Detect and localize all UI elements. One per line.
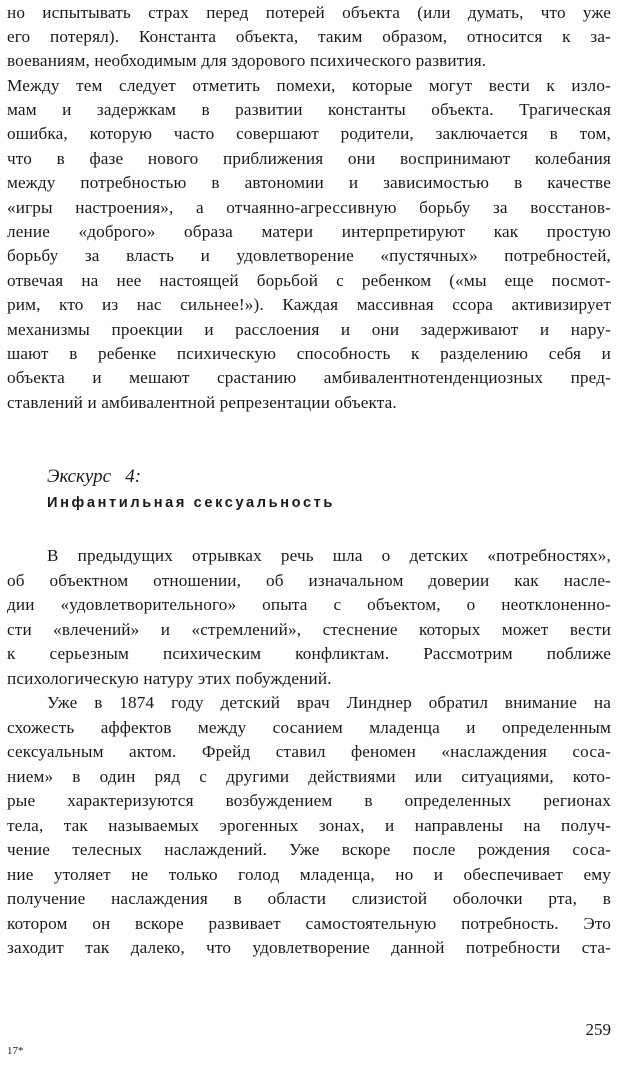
text-line: рые характеризуются возбуждением в определенных регионах: [7, 791, 611, 810]
text-line: заходит так далеко, что удовлетворение данной потребности ста-: [7, 938, 611, 957]
text-line: чение телесных наслаждений. Уже вскоре после рождения соса-: [7, 840, 611, 859]
text-line: сти «влечений» и «стремлений», стеснение которых может вести: [7, 620, 611, 639]
text-line: борьбу за власть и удовлетворение «пустячных» потребностей,: [7, 246, 611, 265]
text-line: его потерял). Константа объекта, таким образом, относится к за-: [7, 27, 611, 46]
text-line: ставлений и амбивалентной репрезентации объекта.: [7, 393, 397, 412]
text-line: схожесть аффектов между сосанием младенца и определенным: [7, 718, 611, 737]
text-line: тела, так называемых эрогенных зонах, и направлены на получ-: [7, 816, 611, 835]
text-line: воеваниям, необходимым для здорового психического развития.: [7, 51, 487, 70]
text-line: получение наслаждения в области слизистой оболочки рта, в: [7, 889, 611, 908]
text-line: нием» в один ряд с другими действиями или ситуациями, кото-: [7, 767, 611, 786]
text-line: В предыдущих отрывках речь шла о детских «потребностях»,: [47, 546, 611, 565]
text-line: механизмы проекции и расслоения и они задерживают и нару-: [7, 320, 611, 339]
text-line: дии «удовлетворительного» опыта с объектом, о неотклоненно-: [7, 595, 611, 614]
text-line: шают в ребенке психическую способность к разделению себя и: [7, 344, 611, 363]
page-number: 259: [585, 1020, 611, 1039]
text-line: между потребностью в автономии и зависимостью в качестве: [7, 173, 611, 192]
text-line: Уже в 1874 году детский врач Линднер обратил внимание на: [47, 693, 611, 712]
text-line: к серьезным психическим конфликтам. Рассмотрим поближе: [7, 644, 611, 663]
text-line: объекта и мешают срастанию амбивалентнотенденциозных пред-: [7, 368, 611, 387]
excursus-title: Экскурс 4:: [47, 466, 142, 487]
text-line: что в фазе нового приближения они воспринимают колебания: [7, 149, 611, 168]
excursus-subtitle: Инфантильная сексуальность: [47, 495, 335, 511]
text-line: отвечая на нее настоящей борьбой с ребенком («мы еще посмот-: [7, 271, 611, 290]
text-line: мам и задержкам в развитии константы объекта. Трагическая: [7, 100, 611, 119]
text-line: но испытывать страх перед потерей объекта (или думать, что уже: [7, 3, 611, 22]
text-line: ние утоляет не только голод младенца, но и обеспечивает ему: [7, 865, 611, 884]
text-line: рим, кто из нас сильнее!»). Каждая массивная ссора активизирует: [7, 295, 611, 314]
text-line: котором он вскоре развивает самостоятельную потребность. Это: [7, 914, 611, 933]
text-line: психологическую натуру этих побуждений.: [7, 669, 332, 688]
text-line: сексуальным актом. Фрейд ставил феномен «наслаждения соса-: [7, 742, 611, 761]
text-line: «игры настроения», а отчаянно-агрессивную борьбу за восстанов-: [7, 198, 611, 217]
text-line: ление «доброго» образа матери интерпретируют как простую: [7, 222, 611, 241]
text-line: об объектном отношении, об изначальном доверии как насле-: [7, 571, 611, 590]
printer-signature-mark: 17*: [7, 1045, 24, 1057]
text-line: ошибка, которую часто совершают родители, заключается в том,: [7, 124, 611, 143]
text-line: Между тем следует отметить помехи, которые могут вести к изло-: [7, 76, 611, 95]
